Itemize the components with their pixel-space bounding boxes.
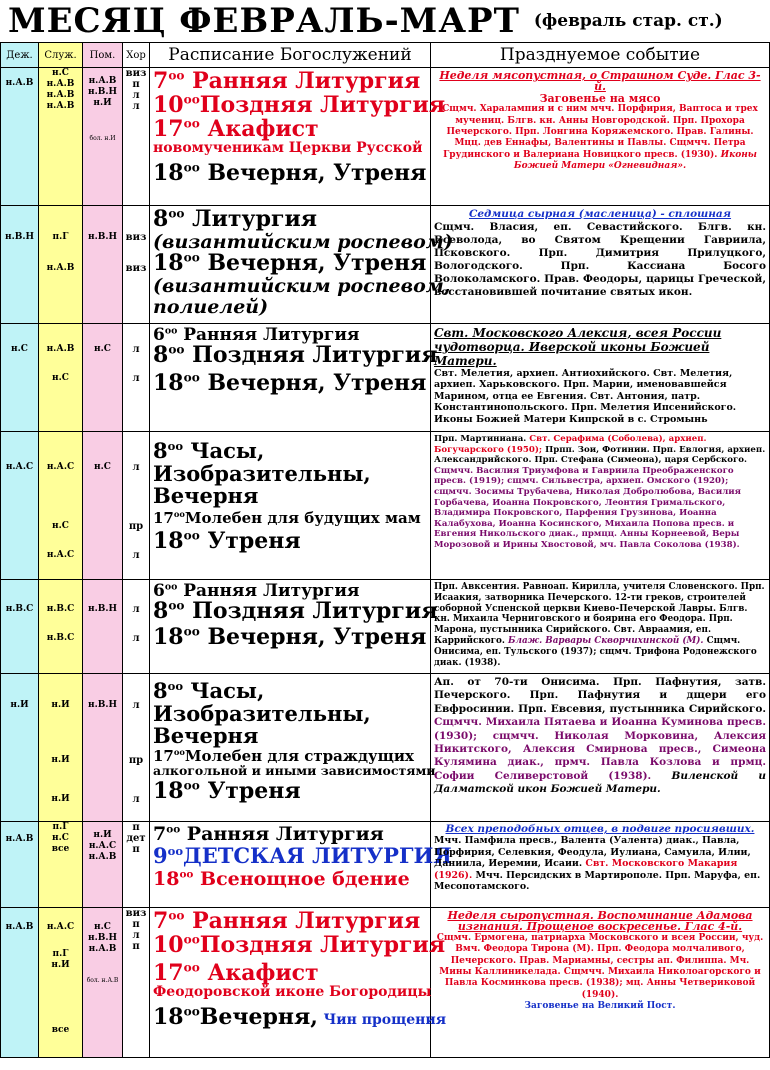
event-cell <box>431 822 770 908</box>
serve-tag: н.И <box>51 700 70 710</box>
help-tag: н.А.В <box>88 76 117 86</box>
event-cell <box>431 674 770 822</box>
serve-tag: н.А.С <box>46 462 75 472</box>
day-row <box>1 206 770 324</box>
help-tag: н.А.В <box>88 944 117 954</box>
service-line: алкогольной и иными зависимостями <box>153 763 436 779</box>
day-row <box>1 324 770 432</box>
choir-tag: п <box>132 941 140 952</box>
choir-tag: л <box>132 604 140 615</box>
help-tag: н.В.Н <box>88 604 117 614</box>
serve-tag: п.Г <box>52 822 69 832</box>
duty-tag: н.В.Н <box>5 232 34 242</box>
saints-text: Сщмчч. Василия Триумфова и Гавриила Преображенского пресв. (1919); сщмч. Сильвестра, архиеп. Омского (1920); сщмчч. Зосимы Трубачева, Николая Добролюбова, Василия Горбачева, Иоанна Покровского, Леонтия Гримальского, Владимира Покровского, Парфения Грузинова, Иоанна Калабухова, Иоанна Косинского, Михаила Попова пресв. и Евгения Никольского диак., прмцц. Анны Корнеевой, Веры Морозовой и Ирины Хвостовой, мч. Павла Соколова (1938). <box>434 465 741 550</box>
header-serve: Служ. <box>39 43 83 68</box>
choir-cell <box>123 908 150 1058</box>
saints-text: Прп. Мартиниана. <box>434 434 527 444</box>
service-line: $8^{оо}$ Часы, <box>153 438 265 463</box>
serve-tag: н.В.С <box>46 604 75 614</box>
feast-note: Заговенье на Великий Пост. <box>524 1001 676 1012</box>
help-cell <box>83 822 123 908</box>
service-line: $8^{оо}$ Литургия <box>153 206 318 232</box>
choir-tag: п <box>132 79 140 90</box>
schedule-table <box>0 42 770 1058</box>
choir-cell <box>123 674 150 822</box>
serve-tag: н.С <box>52 373 69 383</box>
help-tag: н.В.Н <box>88 933 117 943</box>
choir-cell <box>123 580 150 674</box>
serve-tag: п.Г <box>52 949 69 959</box>
service-line: $7^{оо}$ Ранняя Литургия <box>153 908 421 934</box>
service-line: $17^{оо}$ Акафист <box>153 115 319 142</box>
help-tag: н.С <box>94 922 111 932</box>
service-cell <box>150 822 452 908</box>
header-schedule: Расписание Богослужений <box>150 43 431 68</box>
service-cell <box>150 324 438 432</box>
choir-cell <box>123 68 150 206</box>
saints-text: Свт. Мелетия, архиеп. Антиохийского. Свт. Мелетия, архиеп. Харьковского. Прп. Марии, именовавшейся Марином, отца ее Евгения. Свт. Антония, патр. Константинопольского. Прп. Мелетия Ипсенийского. Иконы Божией Матери Кипрской в с. Стромынь <box>434 368 737 425</box>
help-tag: бол. н.А.В <box>86 977 119 984</box>
service-line: $18^{оо}Вечерня$, Чин прощения <box>153 1004 447 1031</box>
page-subtitle: (февраль стар. ст.) <box>533 11 723 31</box>
saints-text: Свт. Московского Макария (1926). <box>434 858 738 881</box>
service-line: Изобразительны, <box>153 460 371 486</box>
serve-tag: п.Г <box>52 232 69 242</box>
serve-tag: все <box>51 844 70 854</box>
service-line: $18^{оо}$ Вечерня, Утреня <box>153 160 427 187</box>
event-cell <box>431 68 770 206</box>
header-event: Празднуемое событие <box>431 43 770 68</box>
day-row <box>1 674 770 822</box>
choir-tag: л <box>132 794 140 805</box>
serve-cell <box>39 822 83 908</box>
saints-text: Ап. от 70-ти Онисима. Прп. Пафнутия, затв. Печерского. Прп. Пафнутия и дщери его Евфросинии. Прп. Евсевия, пустынника Сирийского. <box>434 676 766 715</box>
choir-cell <box>123 822 150 908</box>
day-row <box>1 822 770 908</box>
service-line: $17^{оо}$ Акафист <box>153 959 319 986</box>
service-line: Феодоровской иконе Богородицы <box>153 984 432 1001</box>
duty-tag: н.А.В <box>5 834 34 844</box>
serve-tag: н.И <box>51 794 70 804</box>
duty-tag: н.А.В <box>5 78 34 88</box>
choir-tag: л <box>132 373 140 384</box>
serve-tag: н.И <box>51 755 70 765</box>
saints-text: Прпп. Зои, Фотинии. Прп. Евлогия, архиеп. Александрийского. Прп. Стефана (Симеона), царя Сербского. <box>434 444 766 466</box>
service-line: $8^{оо}$ Поздняя Литургия <box>153 598 438 625</box>
choir-tag: дет <box>126 833 146 844</box>
duty-cell <box>1 908 39 1058</box>
help-tag: н.И <box>93 98 112 108</box>
feast-heading: Седмица сырная (масленица) - сплошная <box>468 208 732 220</box>
serve-tag: н.А.С <box>46 922 75 932</box>
choir-tag: л <box>132 101 140 112</box>
service-line: $18^{оо}$ Вечерня, Утреня <box>153 370 427 397</box>
saints-text: Прп. Авксентия. Равноап. Кирилла, учителя Словенского. Прп. Исаакия, затворника Печерского. 12-ти греков, строителей соборной Успенской церкви Киево-Печерской Лавры. Блгв. кн. Михаила Черниговского и боярина его Феодора. Прп. Марона, пустынника Сирийского. Свт. Авраамия, еп. Каррийского. <box>434 582 765 646</box>
service-line: Изобразительны, <box>153 700 371 726</box>
page-title: МЕСЯЦ ФЕВРАЛЬ-МАРТ <box>8 1 520 41</box>
serve-tag: н.А.С <box>46 550 75 560</box>
service-cell <box>150 432 431 580</box>
choir-tag: п <box>132 822 140 833</box>
service-line: $6^{оо}$ Ранняя Литургия <box>153 325 360 345</box>
serve-tag: н.А.В <box>46 344 75 354</box>
choir-cell <box>123 432 150 580</box>
duty-cell <box>1 206 39 324</box>
help-tag: н.И <box>93 830 112 840</box>
serve-tag: все <box>51 1025 70 1035</box>
service-line: $17^{оо}Молебен$ для страждущих <box>153 747 414 766</box>
feast-note: Заговенье на мясо <box>539 91 661 105</box>
serve-tag: н.В.С <box>46 633 75 643</box>
choir-tag: виз <box>125 263 147 274</box>
day-row <box>1 908 770 1058</box>
service-cell <box>150 908 447 1058</box>
help-cell <box>83 68 123 206</box>
serve-cell <box>39 674 83 822</box>
duty-cell <box>1 822 39 908</box>
choir-tag: п <box>132 919 140 930</box>
choir-tag: л <box>132 930 140 941</box>
service-line: $10^{оо}Поздняя$ Литургия <box>153 931 446 958</box>
help-cell <box>83 324 123 432</box>
choir-tag: виз <box>125 68 147 79</box>
serve-tag: н.А.В <box>46 90 75 100</box>
header-help: Пом. <box>83 43 123 68</box>
saints-text: Виленской и Далматской икон Божией Матери. <box>434 769 766 796</box>
service-line: $9^{оо}ДЕТСКАЯ$ ЛИТУРГИЯ <box>153 842 452 868</box>
help-cell <box>83 674 123 822</box>
service-line: $17^{оо}Молебен$ для будущих мам <box>153 509 421 528</box>
service-line: (византийским роспевом) <box>153 230 453 253</box>
service-line: $18^{оо}$ Утреня <box>153 528 301 555</box>
duty-tag: н.И <box>10 700 29 710</box>
duty-cell <box>1 432 39 580</box>
duty-tag: н.С <box>11 344 28 354</box>
feast-heading: Неделя сыропустная. Воспоминание Адамова изгнания. Прощеное воскресенье. Глас 4-й. <box>447 909 753 934</box>
help-cell <box>83 908 123 1058</box>
help-tag: н.В.Н <box>88 700 117 710</box>
service-line: $10^{оо}Поздняя$ Литургия <box>153 91 446 118</box>
serve-tag: н.С <box>52 521 69 531</box>
saints-text: Свт. Серафима (Соболева), архиеп. Богучарского (1950); <box>434 434 707 455</box>
duty-cell <box>1 68 39 206</box>
serve-cell <box>39 68 83 206</box>
saints-text: Сщмч. Онисима, еп. Тульского (1937); сщмч. Трифона Родонежского диак. (1938). <box>434 635 757 668</box>
day-row <box>1 432 770 580</box>
service-line: $7^{оо}$ Ранняя Литургия <box>153 823 384 845</box>
choir-tag: виз <box>125 908 147 919</box>
serve-tag: н.А.В <box>46 101 75 111</box>
help-tag: н.С <box>94 462 111 472</box>
service-line: Вечерня <box>153 723 259 749</box>
service-line: новомученикам Церкви Русской <box>153 140 423 157</box>
event-cell <box>431 580 770 674</box>
choir-tag: п <box>132 844 140 855</box>
choir-tag: л <box>132 344 140 355</box>
choir-tag: пр <box>128 521 144 532</box>
service-line: Вечерня <box>153 483 259 509</box>
help-tag: н.А.С <box>88 841 117 851</box>
duty-cell <box>1 324 39 432</box>
event-cell <box>431 324 770 432</box>
help-cell <box>83 206 123 324</box>
service-line: полиелей) <box>153 295 269 318</box>
duty-cell <box>1 580 39 674</box>
header-choir: Хор <box>123 43 150 68</box>
service-line: $6^{оо}$ Ранняя Литургия <box>153 581 360 601</box>
title-row <box>0 0 769 42</box>
event-cell <box>431 206 770 324</box>
day-row <box>1 580 770 674</box>
saints-text: Сщмч. Власия, еп. Севастийского. Блгв. кн. Всеволода, во Святом Крещении Гавриила, Псковского. Прп. Димитрия Прилуцкого, Вологодского. Прп. Кассиана Босого Волоколамского. Прав. Феодоры, царицы Греческой, восстановившей почитание святых икон. <box>434 221 766 298</box>
serve-tag: н.С <box>52 68 69 78</box>
serve-cell <box>39 206 83 324</box>
duty-tag: н.В.С <box>5 604 34 614</box>
choir-tag: л <box>132 462 140 473</box>
saints-text: Сщмч. Ермогена, патриарха Московского и всея России, чуд. Вмч. Феодора Тирона (М). Прп. Феодора молчаливого, Печерского. Прав. Мариамны, сестры ап. Филиппа. Мч. Мины Каллиникелада. Сщмчч. Михаила Николоагорского и Павла Косминкова пресв. (1938); мц. Анны Четвериковой (1940). <box>436 932 764 1000</box>
help-tag: бол. н.И <box>89 135 116 142</box>
choir-tag: л <box>132 90 140 101</box>
help-tag: н.С <box>94 344 111 354</box>
duty-tag: н.А.В <box>5 922 34 932</box>
feast-heading: Свт. Московского Алексия, всея России чудотворца. Иверской иконы Божией Матери. <box>434 326 722 368</box>
choir-cell <box>123 206 150 324</box>
help-tag: н.В.Н <box>88 232 117 242</box>
service-line: $7^{оо}$ Ранняя Литургия <box>153 68 421 94</box>
serve-cell <box>39 324 83 432</box>
saints-text: Сщмчч. Михаила Пятаева и Иоанна Куминова пресв. (1930); сщмчч. Николая Морковина, Алексия Никитского, Алексия Смирнова пресв., Симеона Кулямина диак., прмч. Павла Козлова и прмц. Софии Селиверстовой (1938). <box>434 716 766 782</box>
serve-cell <box>39 432 83 580</box>
feast-heading: Всех преподобных отцев, в подвиге просиявших. <box>445 823 755 835</box>
choir-tag: л <box>132 633 140 644</box>
duty-cell <box>1 674 39 822</box>
event-cell <box>431 908 770 1058</box>
duty-tag: н.А.С <box>5 462 34 472</box>
service-line: $18^{оо}$ Всенощное бдение <box>153 868 410 891</box>
header-row <box>1 43 770 68</box>
saints-text: Мчч. Персидских в Мартирополе. Прп. Маруфа, еп. Месопотамского. <box>434 869 761 893</box>
day-row <box>1 68 770 206</box>
service-cell <box>150 674 436 822</box>
header-duty: Деж. <box>1 43 39 68</box>
event-cell <box>431 432 770 580</box>
service-cell <box>150 580 438 674</box>
choir-tag: пр <box>128 755 144 766</box>
service-line: $18^{оо}$ Вечерня, Утреня <box>153 250 427 277</box>
serve-tag: н.И <box>51 960 70 970</box>
saints-text: Блаж. Варвары Скворчихинской (М). <box>508 635 704 646</box>
feast-heading: Неделя мясопустная, о Страшном Суде. Глас 3-й. <box>439 69 761 94</box>
service-cell <box>150 68 446 206</box>
serve-tag: н.А.В <box>46 263 75 273</box>
help-tag: н.А.В <box>88 852 117 862</box>
choir-tag: л <box>132 700 140 711</box>
service-line: $18^{оо}$ Утреня <box>153 777 301 804</box>
serve-tag: н.С <box>52 833 69 843</box>
choir-tag: виз <box>125 232 147 243</box>
serve-cell <box>39 908 83 1058</box>
choir-tag: л <box>132 550 140 561</box>
help-tag: н.В.Н <box>88 87 117 97</box>
service-line: $8^{оо}$ Часы, <box>153 678 265 703</box>
serve-tag: н.А.В <box>46 79 75 89</box>
serve-cell <box>39 580 83 674</box>
service-line: (византийским роспевом, <box>153 275 451 298</box>
saints-text: Мчч. Памфила пресв., Валента (Уалента) диак., Павла, Порфирия, Селевкия, Феодула, Иулиана, Самуила, Илии, Даниила, Иеремии, Исаии. <box>434 835 751 870</box>
help-cell <box>83 580 123 674</box>
service-cell <box>150 206 453 324</box>
help-cell <box>83 432 123 580</box>
choir-cell <box>123 324 150 432</box>
saints-text: Сщмч. Харалампия и с ним мчч. Порфирия, Ваптоса и трех мучениц. Блгв. кн. Анны Новгородской. Прп. Прохора Печерского. Прп. Лонгина Коряжемского. Прав. Галины. Мцц. дев Еннафы, Валентины и Павлы. Сщмчч. Петра Грудинского и Валериана Новицкого пресв. (1930). Иконы Божией Матери «Огневидная». <box>442 104 758 172</box>
service-line: $8^{оо}$ Поздняя Литургия <box>153 342 438 369</box>
service-line: $18^{оо}$ Вечерня, Утреня <box>153 624 427 651</box>
